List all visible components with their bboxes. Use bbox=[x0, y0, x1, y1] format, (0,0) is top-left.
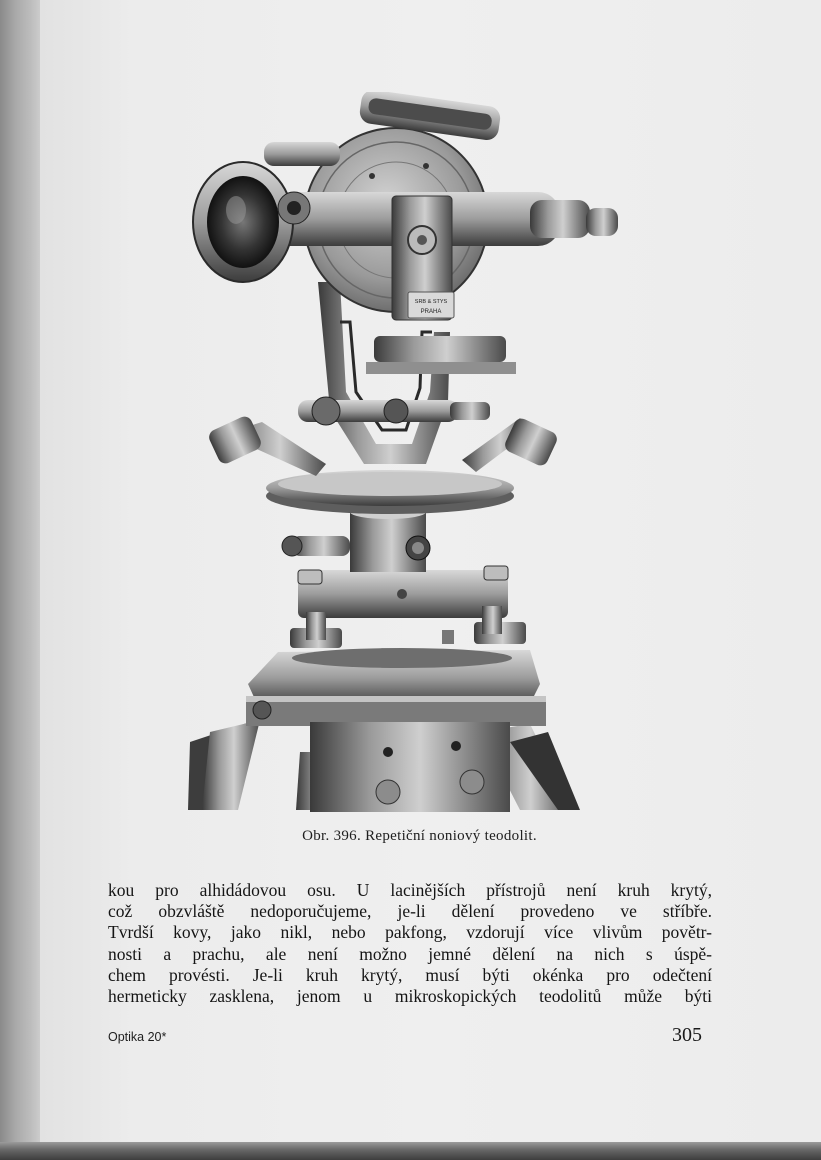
body-paragraph bbox=[108, 880, 712, 1007]
text-line: nosti a prachu, ale není možno jemné dělení na nich s úspě- bbox=[108, 943, 712, 964]
theodolite-illustration bbox=[150, 92, 620, 814]
text-line: což obzvláště nedoporučujeme, je-li dělení provedeno ve stříbře. bbox=[108, 901, 712, 922]
page-number: 305 bbox=[672, 1024, 702, 1046]
text-line: chem provésti. Je-li kruh krytý, musí býti okénka pro odečtení bbox=[108, 964, 712, 985]
nameplate-city: PRAHA bbox=[420, 309, 442, 315]
tripod-head bbox=[246, 650, 546, 812]
tribrach bbox=[290, 566, 526, 668]
sheet-signature: Optika 20* bbox=[108, 1030, 167, 1044]
horizontal-circle-plate bbox=[266, 470, 514, 514]
figure-caption: Obr. 396. Repetiční noniový teodolit. bbox=[302, 828, 537, 844]
vertical-axis bbox=[282, 505, 430, 572]
text-line: kou pro alhidádovou osu. U lacinějších přístrojů není kruh krytý, bbox=[108, 880, 712, 900]
text-line: Tvrdší kovy, jako nikl, nebo pakfong, vzdorují více vlivům povětr- bbox=[108, 922, 712, 943]
page-bottom-edge bbox=[0, 1142, 821, 1160]
nameplate-maker: SRB & STYS bbox=[414, 299, 448, 305]
book-binding bbox=[0, 0, 44, 1160]
text-line: hermeticky zasklena, jenom u mikroskopických teodolitů může býti bbox=[108, 986, 712, 1007]
maker-nameplate bbox=[392, 196, 454, 320]
